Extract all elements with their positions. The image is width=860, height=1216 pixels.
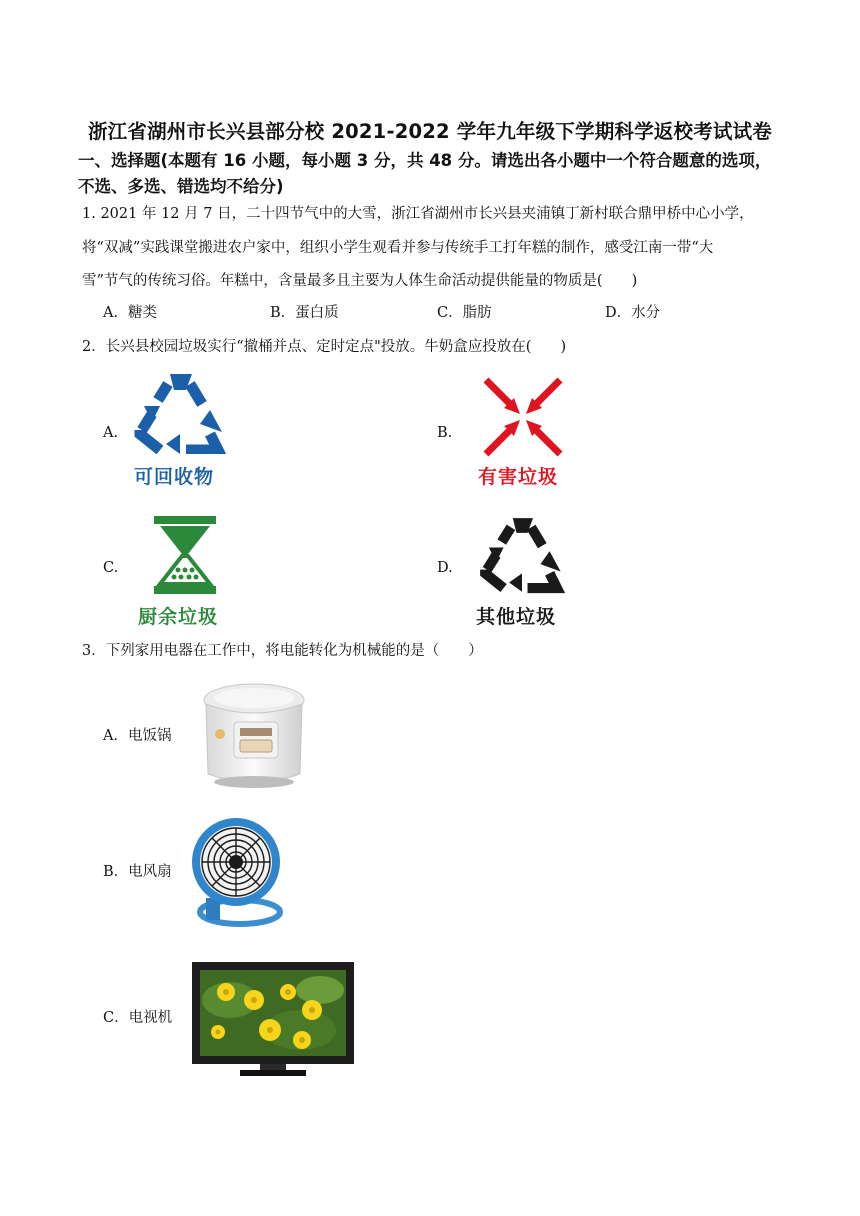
- television-icon: [190, 960, 356, 1078]
- kitchen-waste-sign: [138, 514, 238, 630]
- q3-option-a: A．电饭锅: [103, 728, 172, 744]
- q3-option-b: B．电风扇: [103, 864, 172, 880]
- q1-stem-line3: 雪”节气的传统习俗。年糕中，含量最多且主要为人体生命活动提供能量的物质是( ): [82, 273, 638, 289]
- other-waste-label: 其他垃圾: [476, 606, 557, 628]
- recycle-icon-black: [476, 512, 568, 596]
- electric-fan-icon: [186, 812, 286, 934]
- television-image: [190, 960, 356, 1078]
- q1-stem-line1: 1. 2021 年 12 月 7 日，二十四节气中的大雪，浙江省湖州市长兴县夹浦镇丁新村联合鼎甲桥中心小学，: [82, 206, 754, 222]
- q3-option-c: C．电视机: [103, 1010, 173, 1026]
- q1-option-b: B．蛋白质: [270, 305, 339, 321]
- q2-stem: 2．长兴县校园垃圾实行“撤桶并点、定时定点"投放。牛奶盒应投放在( ): [82, 339, 567, 355]
- q2-option-c-letter: C.: [103, 560, 119, 576]
- q2-option-b-letter: B.: [437, 425, 453, 441]
- q1-option-a: A．糖类: [103, 305, 157, 321]
- page-title: 浙江省湖州市长兴县部分校 2021-2022 学年九年级下学期科学返校考试试卷: [87, 120, 773, 143]
- q1-option-d: D．水分: [605, 305, 661, 321]
- hazardous-sign: [476, 376, 576, 492]
- q1-stem-line2: 将“双减”实践课堂搬进农户家中，组织小学生观看并参与传统手工打年糕的制作，感受江南一带“大: [82, 240, 714, 256]
- kitchen-waste-label: 厨余垃圾: [138, 606, 219, 628]
- hourglass-icon: [150, 514, 220, 596]
- rice-cooker-image: [196, 678, 312, 794]
- hazardous-label: 有害垃圾: [478, 466, 559, 488]
- hazardous-arrows-icon: [478, 376, 568, 458]
- recycle-icon: [130, 372, 230, 454]
- recyclable-label: 可回收物: [134, 466, 215, 488]
- electric-fan-image: [186, 812, 286, 934]
- q3-stem: 3．下列家用电器在工作中，将电能转化为机械能的是（ ）: [82, 643, 483, 659]
- section-heading-line2: 不选、多选、错选均不给分): [78, 177, 284, 196]
- q2-option-a-letter: A.: [103, 425, 119, 441]
- rice-cooker-icon: [196, 678, 312, 794]
- section-heading-line1: 一、选择题(本题有 16 小题，每小题 3 分，共 48 分。请选出各小题中一个符合题意的选项，: [78, 151, 772, 170]
- q2-option-d-letter: D.: [437, 560, 453, 576]
- other-waste-sign: [476, 512, 576, 630]
- q1-option-c: C．脂肪: [437, 305, 492, 321]
- recyclable-sign: [130, 372, 230, 492]
